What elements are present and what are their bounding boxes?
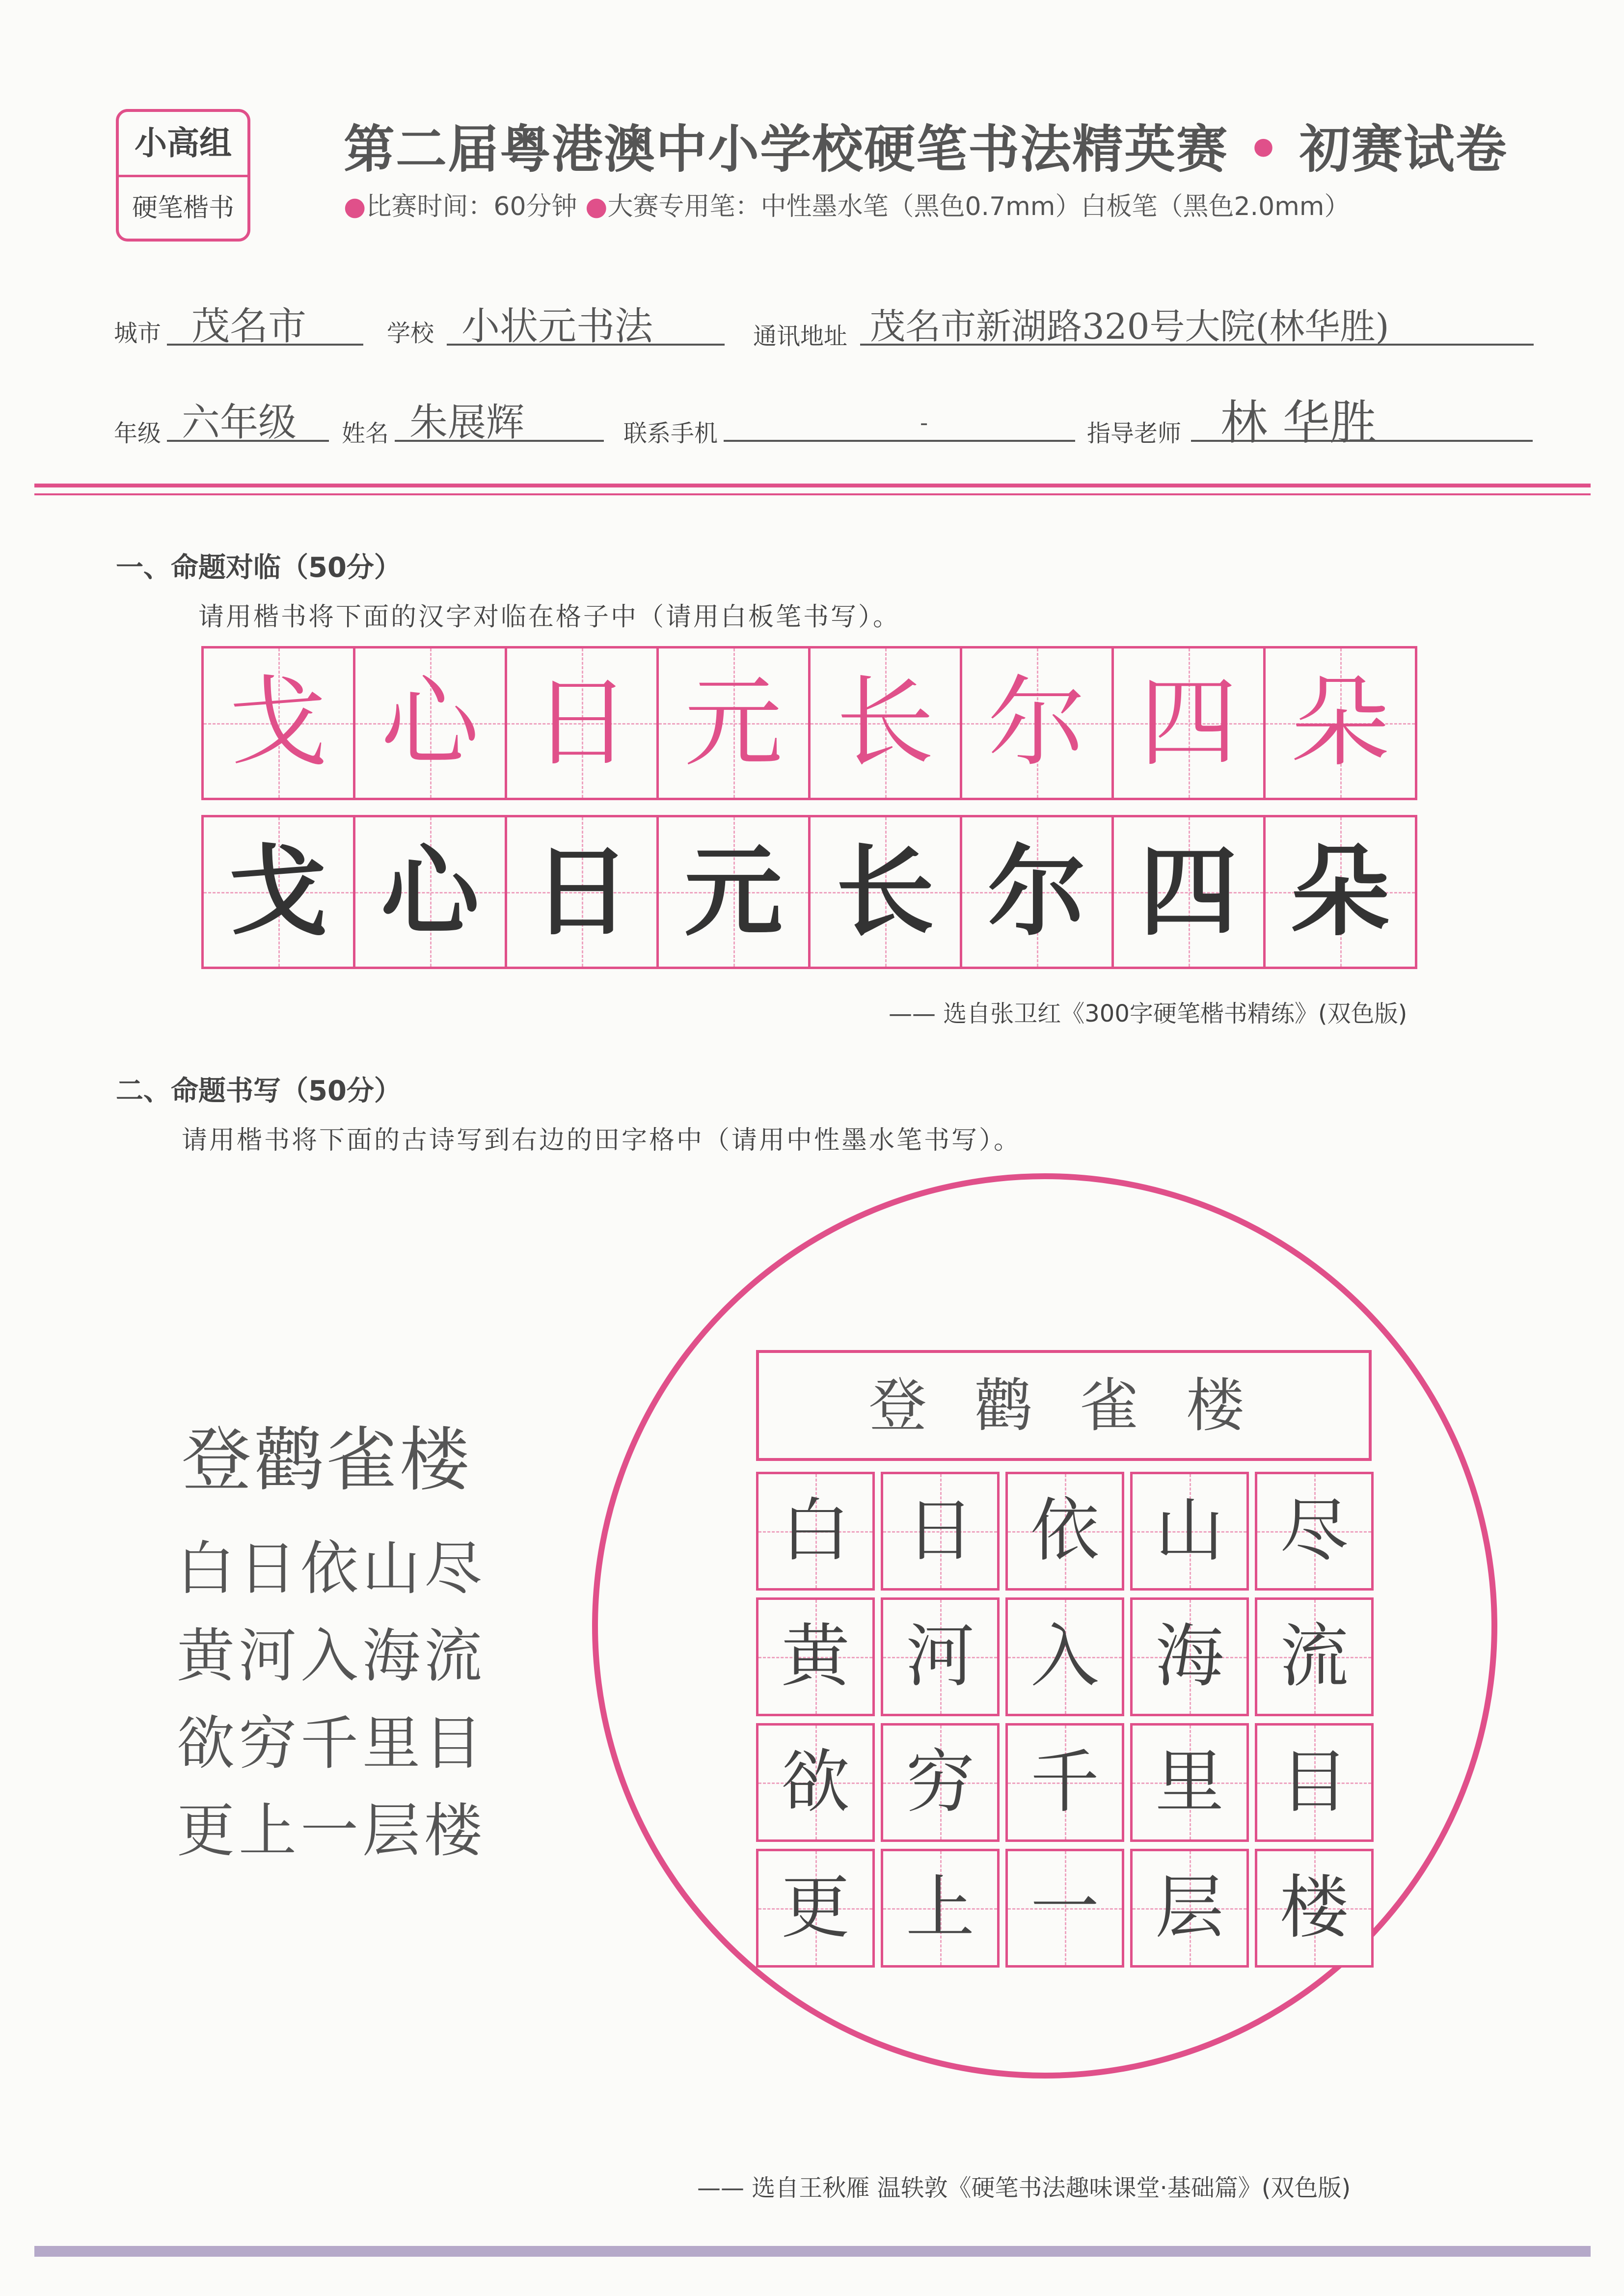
model-cell (808, 646, 962, 800)
tianzige-cell[interactable] (1255, 1849, 1374, 1968)
model-cell (1111, 646, 1266, 800)
written-char: 河 (905, 1617, 974, 1697)
tianzige-cell[interactable] (1130, 1849, 1249, 1968)
address-value: 茂名市新湖路320号大院(林华胜) (870, 306, 1389, 347)
poem-line: 黄河入海流 (177, 1622, 487, 1690)
tianzige-cell[interactable] (1255, 1472, 1374, 1591)
written-char: 朵 (1291, 834, 1389, 949)
written-char: 穷 (905, 1742, 974, 1822)
title-dot-icon: • (1228, 119, 1299, 179)
written-char: 流 (1279, 1617, 1349, 1697)
model-char: 四 (1139, 666, 1238, 780)
written-char: 里 (1155, 1742, 1224, 1822)
tianzige-cell[interactable] (1005, 1472, 1124, 1591)
grade-field[interactable] (167, 401, 329, 445)
poem-line: 更上一层楼 (177, 1797, 487, 1864)
written-char: 目 (1279, 1742, 1349, 1822)
written-char: 更 (781, 1868, 850, 1948)
written-char: 戈 (229, 834, 327, 949)
name-value: 朱展辉 (409, 401, 525, 445)
badge-style-label: 硬笔楷书 (132, 193, 234, 223)
group-badge (116, 109, 250, 242)
section1-credit: —— 选自张卫红《300字硬笔楷书精练》(双色版) (889, 1000, 1407, 1027)
written-char: 元 (684, 834, 783, 949)
model-cell (353, 646, 507, 800)
written-char: 入 (1030, 1617, 1099, 1697)
poem-line: 白日依山尽 (177, 1535, 487, 1602)
teacher-value: 林 华胜 (1220, 395, 1377, 450)
writing-cell[interactable] (656, 815, 811, 969)
section2-title: 二、命题书写（50分） (116, 1075, 402, 1107)
written-char: 日 (532, 834, 631, 949)
model-cell (960, 646, 1114, 800)
divider-thin (34, 493, 1591, 495)
written-char: 黄 (781, 1617, 850, 1697)
written-char: 欲 (781, 1742, 850, 1822)
city-field[interactable] (167, 304, 363, 349)
bullet-icon: ● (344, 192, 366, 221)
written-char: 四 (1139, 834, 1238, 949)
divider-thick (34, 484, 1591, 487)
tianzige-cell[interactable] (881, 1723, 1000, 1842)
tianzige-cell[interactable] (1130, 1597, 1249, 1716)
model-cell (1263, 646, 1417, 800)
address-label: 通讯地址 (753, 323, 848, 350)
section2-instruction: 请用楷书将下面的古诗写到右边的田字格中（请用中性墨水笔书写）。 (182, 1126, 1022, 1155)
teacher-field[interactable] (1191, 395, 1533, 450)
school-field[interactable] (447, 304, 725, 349)
writing-row (201, 815, 1415, 969)
model-char: 元 (684, 666, 783, 780)
tianzige-cell[interactable] (1255, 1723, 1374, 1842)
writing-cell[interactable] (505, 815, 659, 969)
tianzige-cell[interactable] (1255, 1597, 1374, 1716)
city-value: 茂名市 (191, 304, 307, 349)
tianzige-cell[interactable] (881, 1472, 1000, 1591)
poem-title: 登鹳雀楼 (182, 1420, 472, 1501)
model-cell (201, 646, 355, 800)
tianzige-cell[interactable] (1130, 1472, 1249, 1591)
written-char: 依 (1030, 1491, 1099, 1571)
writing-cell[interactable] (1111, 815, 1266, 969)
written-char: 一 (1030, 1868, 1099, 1948)
written-char: 心 (380, 834, 479, 949)
written-char: 日 (905, 1491, 974, 1571)
tianzige-cell[interactable] (756, 1597, 875, 1716)
phone-label: 联系手机 (623, 420, 718, 447)
section2-credit: —— 选自王秋雁 温轶敦《硬笔书法趣味课堂·基础篇》(双色版) (697, 2174, 1351, 2202)
written-char: 海 (1155, 1617, 1224, 1697)
writing-cell[interactable] (960, 815, 1114, 969)
name-label: 姓名 (342, 420, 389, 447)
model-char: 日 (532, 666, 631, 780)
written-char: 层 (1155, 1868, 1224, 1948)
written-char: 尔 (987, 834, 1086, 949)
model-char: 尔 (987, 666, 1086, 780)
school-label: 学校 (387, 320, 434, 347)
grade-label: 年级 (114, 420, 162, 447)
footer-divider (34, 2246, 1591, 2257)
exam-pen: 大赛专用笔：中性墨水笔（黑色0.7mm）白板笔（黑色2.0mm） (607, 192, 1350, 221)
tianzige-cell[interactable] (756, 1472, 875, 1591)
tianzige-cell[interactable] (1005, 1723, 1124, 1842)
title-suffix: 初赛试卷 (1299, 119, 1508, 179)
tianzige-cell[interactable] (881, 1597, 1000, 1716)
tianzige-cell[interactable] (881, 1849, 1000, 1968)
model-char: 长 (836, 666, 934, 780)
written-char: 上 (905, 1868, 974, 1948)
writing-cell[interactable] (353, 815, 507, 969)
model-cell (505, 646, 659, 800)
tianzige-cell[interactable] (1130, 1723, 1249, 1842)
page-title (344, 108, 1508, 182)
exam-info (344, 186, 1350, 222)
model-char: 戈 (229, 666, 327, 780)
poem-line: 欲穷千里目 (177, 1709, 487, 1777)
written-char: 尽 (1279, 1491, 1349, 1571)
badge-group-label: 小高组 (119, 112, 247, 177)
written-char: 长 (836, 834, 934, 949)
address-field[interactable] (860, 306, 1534, 347)
tianzige-cell[interactable] (1005, 1849, 1124, 1968)
writing-cell[interactable] (808, 815, 962, 969)
model-cell (656, 646, 811, 800)
written-char: 山 (1155, 1491, 1224, 1571)
name-field[interactable] (395, 401, 604, 445)
writing-cell[interactable] (1263, 815, 1417, 969)
exam-time: 比赛时间：60分钟 (366, 192, 577, 221)
phone-field[interactable] (724, 405, 1075, 442)
phone-value: - (920, 409, 928, 436)
model-char: 心 (380, 666, 479, 780)
tianzige-cell[interactable] (1005, 1597, 1124, 1716)
written-char: 楼 (1279, 1868, 1349, 1948)
tianzige-cell[interactable] (756, 1849, 875, 1968)
teacher-label: 指导老师 (1087, 420, 1182, 447)
section1-title: 一、命题对临（50分） (116, 552, 402, 584)
model-char: 朵 (1291, 666, 1389, 780)
written-char: 千 (1030, 1742, 1099, 1822)
bullet-icon: ● (585, 192, 608, 221)
tianzige-cell[interactable] (756, 1723, 875, 1842)
written-char: 白 (781, 1491, 850, 1571)
writing-cell[interactable] (201, 815, 355, 969)
written-title-box[interactable]: 登 鹳 雀 楼 (756, 1350, 1372, 1461)
city-label: 城市 (114, 320, 162, 347)
title-main: 第二届粤港澳中小学校硬笔书法精英赛 (344, 119, 1229, 179)
model-row (201, 646, 1415, 800)
grade-value: 六年级 (182, 401, 297, 445)
school-value: 小状元书法 (461, 304, 653, 349)
section1-instruction: 请用楷书将下面的汉字对临在格子中（请用白板笔书写）。 (198, 602, 901, 632)
